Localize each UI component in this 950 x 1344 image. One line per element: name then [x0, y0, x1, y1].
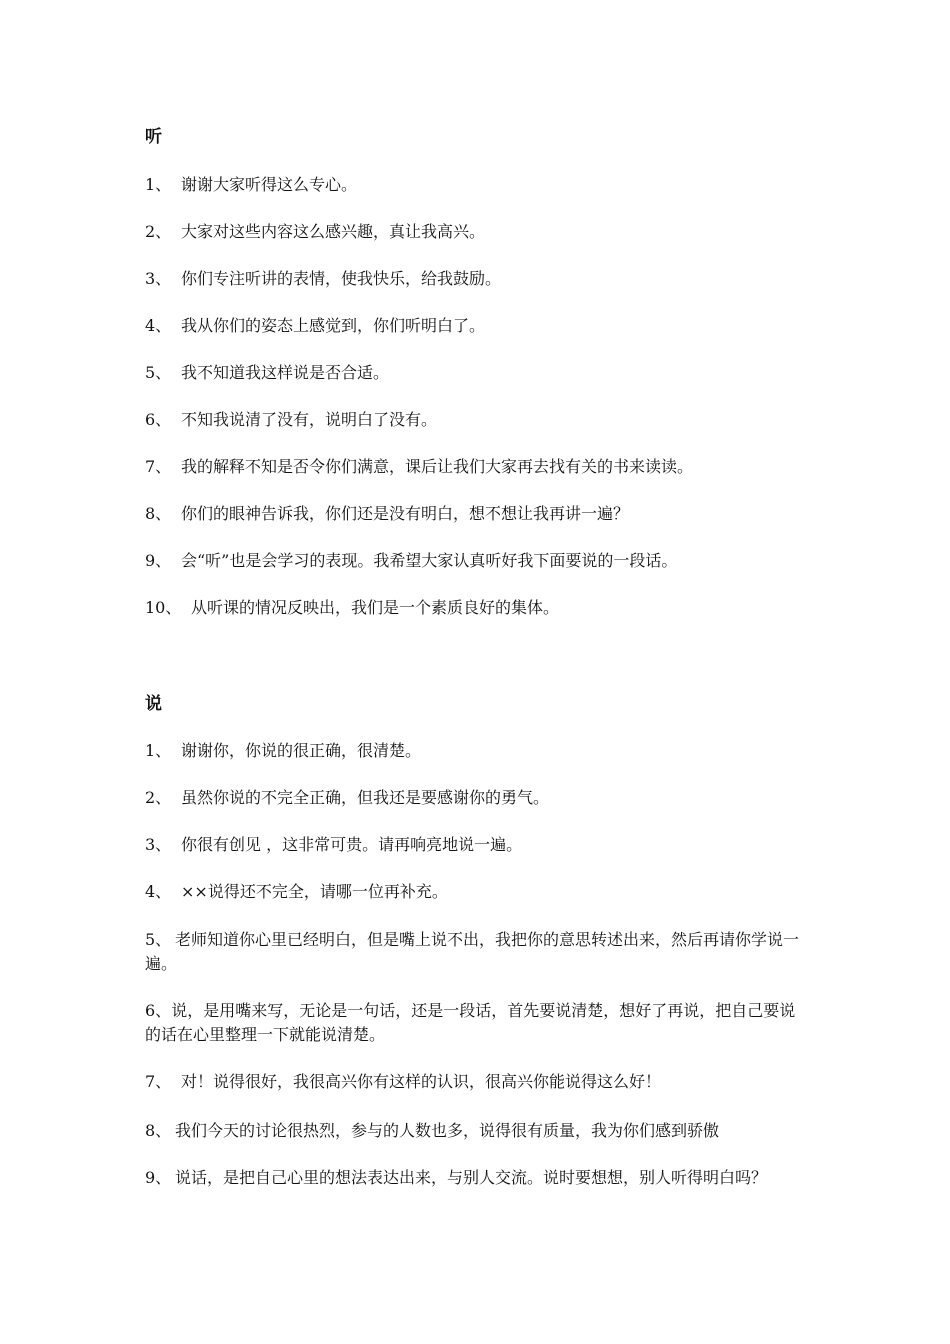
list-item	[145, 999, 810, 1047]
item-text: 谢谢大家听得这么专心。	[181, 175, 358, 194]
item-text: 虽然你说的不完全正确，但我还是要感谢你的勇气。	[181, 788, 550, 807]
item-number: 2、	[145, 222, 172, 241]
list-item	[145, 220, 810, 244]
item-text: 你们专注听讲的表情，使我快乐，给我鼓励。	[181, 269, 502, 288]
list-item	[145, 596, 810, 620]
list-item	[145, 455, 810, 479]
item-text: 说话，是把自己心里的想法表达出来，与别人交流。说时要想想，别人听得明白吗？	[175, 1168, 768, 1187]
item-number: 5、	[145, 363, 172, 382]
list-item	[145, 739, 810, 763]
item-text: 谢谢你，你说的很正确，很清楚。	[181, 741, 422, 760]
listen-heading: 听	[145, 127, 162, 147]
list-item	[145, 1070, 810, 1094]
item-text: 你很有创见 ，这非常可贵。请再响亮地说一遍。	[181, 835, 523, 854]
item-number: 7、	[145, 1072, 172, 1091]
item-text: 大家对这些内容这么感兴趣，真让我高兴。	[181, 222, 486, 241]
list-item	[145, 173, 810, 197]
item-number: 10、	[145, 598, 182, 617]
item-number: 8、	[145, 1121, 172, 1140]
list-item	[145, 1119, 810, 1143]
list-item	[145, 408, 810, 432]
item-text: 不知我说清了没有，说明白了没有。	[181, 410, 438, 429]
item-number: 9、	[145, 1168, 172, 1187]
item-text: 我的解释不知是否令你们满意，课后让我们大家再去找有关的书来读读。	[181, 457, 694, 476]
list-item	[145, 361, 810, 385]
list-item	[145, 833, 810, 857]
item-text: 我们今天的讨论很热烈，参与的人数也多，说得很有质量，我为你们感到骄傲	[175, 1121, 720, 1140]
item-text: 我不知道我这样说是否合适。	[181, 363, 390, 382]
item-number: 2、	[145, 788, 172, 807]
item-number: 8、	[145, 504, 172, 523]
item-number: 9、	[145, 551, 172, 570]
item-number: 6、	[145, 410, 172, 429]
item-text: 会“听”也是会学习的表现。我希望大家认真听好我下面要说的一段话。	[181, 551, 678, 570]
item-text: 我从你们的姿态上感觉到，你们听明白了。	[181, 316, 486, 335]
item-number: 6、	[145, 1001, 172, 1020]
item-text: 老师知道你心里已经明白，但是嘴上说不出，我把你的意思转述出来，然后再请你学说一遍。	[145, 930, 800, 973]
item-number: 5、	[145, 930, 172, 949]
list-item	[145, 314, 810, 338]
list-item	[145, 1166, 810, 1190]
list-item	[145, 267, 810, 291]
item-number: 3、	[145, 269, 172, 288]
item-number: 1、	[145, 741, 172, 760]
list-item	[145, 880, 810, 904]
item-number: 1、	[145, 175, 172, 194]
list-item	[145, 549, 810, 573]
list-item	[145, 928, 810, 976]
item-text: 对！说得很好，我很高兴你有这样的认识，很高兴你能说得这么好！	[181, 1072, 662, 1091]
speak-heading: 说	[145, 694, 162, 714]
item-text: 从听课的情况反映出，我们是一个素质良好的集体。	[191, 598, 560, 617]
item-number: 4、	[145, 882, 172, 901]
item-text: ××说得还不完全，请哪一位再补充。	[181, 882, 448, 901]
item-number: 7、	[145, 457, 172, 476]
item-number: 4、	[145, 316, 172, 335]
list-item	[145, 786, 810, 810]
item-number: 3、	[145, 835, 172, 854]
list-item	[145, 502, 810, 526]
item-text: 说，是用嘴来写，无论是一句话，还是一段话，首先要说清楚，想好了再说，把自己要说的话在心里整理一下就能说清楚。	[145, 1001, 796, 1044]
item-text: 你们的眼神告诉我，你们还是没有明白，想不想让我再讲一遍？	[181, 504, 630, 523]
